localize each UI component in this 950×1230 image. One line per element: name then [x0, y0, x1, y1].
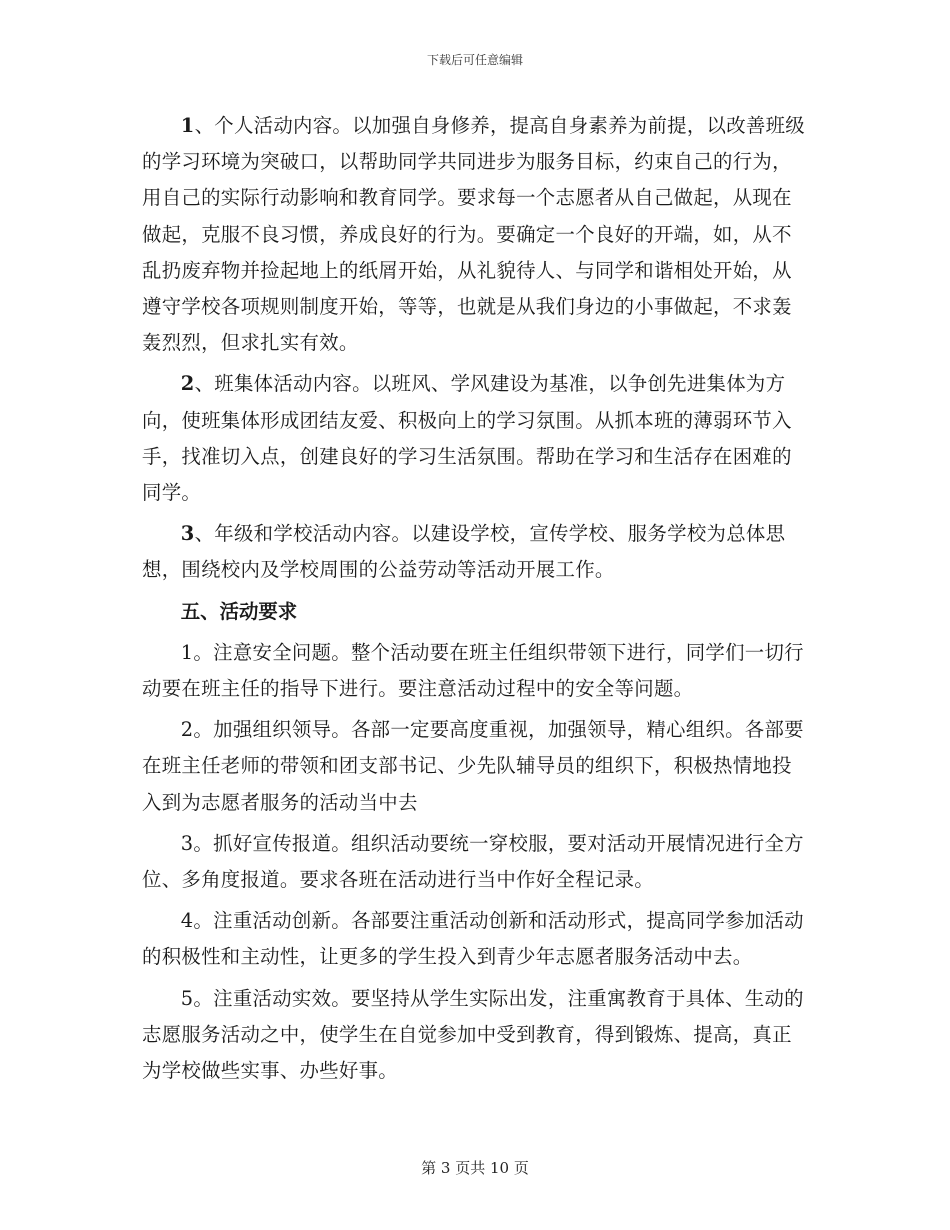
paragraph-text: 、年级和学校活动内容。以建设学校，宣传学校、服务学校为总体思想，围绕校内及学校周围的公益劳动等活动开展工作。	[142, 522, 786, 582]
requirement-innovation: 4。注重活动创新。各部要注重活动创新和活动形式，提高同学参加活动的积极性和主动性，让更多的学生投入到青少年志愿者服务活动中去。	[142, 909, 804, 969]
paragraph-number: 2	[180, 372, 195, 396]
header-note: 下载后可任意编辑	[426, 53, 523, 67]
paragraph-text: 、班集体活动内容。以班风、学风建设为基准，以争创先进集体为方向，使班集体形成团结友爱、积极向上的学习氛围。从抓本班的薄弱环节入手，找准切入点，创建良好的学习生活氛围。帮助在学习和生活存在困难的同学。	[142, 372, 792, 505]
paragraph-personal-activities	[142, 108, 806, 361]
paragraph-text: 、个人活动内容。以加强自身修养，提高自身素养为前提，以改善班级的学习环境为突破口，以帮助同学共同进步为服务目标，约束自己的行为，用自己的实际行动影响和教育同学。要求每一个志愿者从自己做起，从现在做起，克服不良习惯，养成良好的行为。要确定一个良好的开端，如，从不乱扔废弃物并捡起地上的纸屑开始，从礼貌待人、与同学和谐相处开始，从遵守学校各项规则制度开始，等等，也就是从我们身边的小事做起，不求轰轰烈烈，但求扎实有效。	[142, 114, 806, 355]
page-number: 第 3 页共 10 页	[421, 1159, 529, 1177]
paragraph-school-activities	[142, 516, 806, 588]
requirement-effectiveness: 5。注重活动实效。要坚持从学生实际出发，注重寓教育于具体、生动的志愿服务活动之中，使学生在自觉参加中受到教育，得到锻炼、提高，真正为学校做些实事、办些好事。	[142, 986, 804, 1083]
document-body	[142, 108, 806, 1094]
requirement-safety: 1。注意安全问题。整个活动要在班主任组织带领下进行，同学们一切行动要在班主任的指导下进行。要注意活动过程中的安全等问题。	[142, 640, 804, 701]
section-heading: 五、活动要求	[180, 599, 298, 623]
requirement-leadership: 2。加强组织领导。各部一定要高度重视，加强领导，精心组织。各部要在班主任老师的带领和团支部书记、少先队辅导员的组织下，积极热情地投入到为志愿者服务的活动当中去	[142, 718, 804, 814]
paragraph-number: 1	[180, 114, 195, 137]
paragraph-number: 3	[180, 522, 195, 546]
requirement-publicity: 3。抓好宣传报道。组织活动要统一穿校服，要对活动开展情况进行全方位、多角度报道。要求各班在活动进行当中作好全程记录。	[142, 831, 804, 892]
paragraph-class-activities	[142, 366, 806, 511]
